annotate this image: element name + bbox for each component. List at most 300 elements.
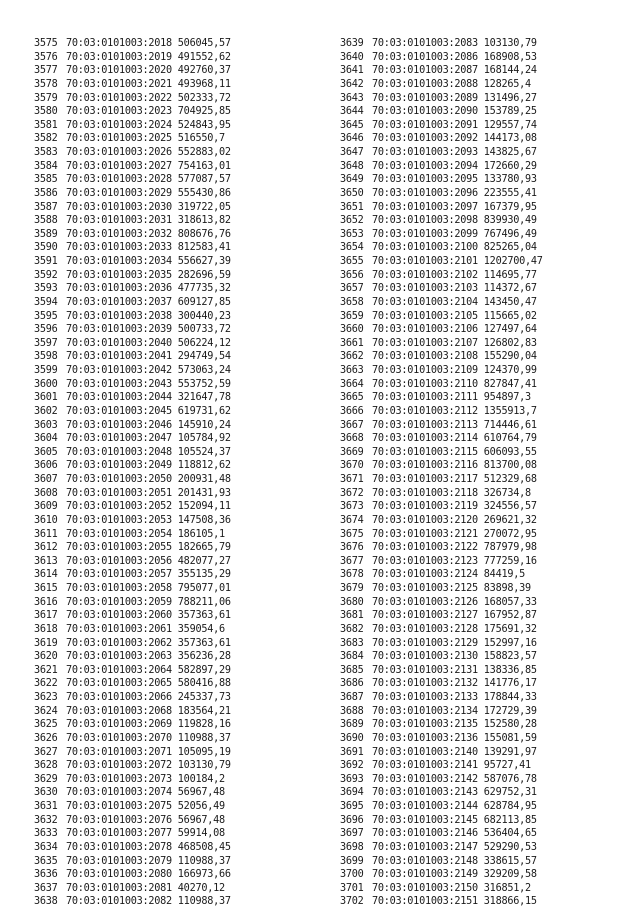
cadastral-value: 168908,53 [483, 51, 537, 63]
table-row [34, 310, 231, 324]
cadastral-number: 70:03:0101003:2096 [372, 187, 478, 199]
cadastral-number: 70:03:0101003:2062 [66, 637, 172, 649]
cadastral-number: 70:03:0101003:2033 [66, 242, 172, 254]
table-row [340, 473, 543, 487]
cadastral-number: 70:03:0101003:2050 [66, 474, 172, 485]
row-number: 3605 [34, 446, 58, 458]
cadastral-number: 70:03:0101003:2046 [66, 419, 172, 431]
row-number: 3575 [34, 38, 58, 49]
cadastral-value: 114372,67 [483, 283, 537, 295]
cadastral-value: 300440,23 [177, 310, 231, 322]
table-row [34, 51, 231, 65]
cadastral-value: 105784,92 [177, 433, 231, 445]
row-number: 3588 [34, 215, 58, 227]
cadastral-number: 70:03:0101003:2043 [66, 378, 172, 390]
row-number: 3687 [340, 692, 364, 703]
cadastral-number: 70:03:0101003:2040 [66, 337, 172, 349]
table-row [34, 146, 231, 160]
cadastral-number: 70:03:0101003:2149 [372, 869, 478, 881]
cadastral-number: 70:03:0101003:2035 [66, 269, 172, 281]
cadastral-value: 114695,77 [483, 269, 537, 281]
cadastral-number: 70:03:0101003:2074 [66, 787, 172, 799]
row-number: 3594 [34, 296, 58, 308]
row-number: 3691 [340, 746, 364, 758]
table-row [340, 337, 543, 351]
row-number: 3664 [340, 378, 364, 390]
cadastral-value: 556627,39 [177, 256, 231, 267]
cadastral-value: 812583,41 [177, 242, 231, 254]
row-number: 3611 [34, 528, 58, 540]
cadastral-value: 629752,31 [483, 787, 537, 799]
cadastral-value: 555430,86 [177, 187, 231, 199]
row-number: 3676 [340, 542, 364, 554]
row-number: 3700 [340, 869, 364, 881]
row-number: 3665 [340, 392, 364, 404]
row-number: 3644 [340, 106, 364, 118]
table-row [34, 746, 231, 760]
cadastral-number: 70:03:0101003:2047 [66, 433, 172, 445]
cadastral-value: 131496,27 [483, 92, 537, 104]
row-number: 3684 [340, 651, 364, 663]
cadastral-number: 70:03:0101003:2142 [372, 773, 478, 785]
row-number: 3679 [340, 583, 364, 594]
row-number: 3599 [34, 365, 58, 376]
cadastral-number: 70:03:0101003:2129 [372, 637, 478, 649]
table-row [34, 868, 231, 882]
cadastral-number: 70:03:0101003:2048 [66, 446, 172, 458]
cadastral-value: 143825,67 [483, 147, 537, 158]
row-number: 3625 [34, 719, 58, 731]
row-number: 3689 [340, 719, 364, 731]
table-row [34, 773, 231, 787]
cadastral-value: 329209,58 [483, 869, 537, 881]
cadastral-value: 788211,06 [177, 596, 231, 608]
cadastral-number: 70:03:0101003:2028 [66, 174, 172, 186]
cadastral-number: 70:03:0101003:2122 [372, 542, 478, 554]
cadastral-number: 70:03:0101003:2081 [66, 882, 172, 894]
row-number: 3641 [340, 65, 364, 77]
row-number: 3702 [340, 896, 364, 908]
row-number: 3650 [340, 187, 364, 199]
cadastral-value: 103130,79 [483, 38, 537, 49]
row-number: 3631 [34, 801, 58, 812]
cadastral-number: 70:03:0101003:2143 [372, 787, 478, 799]
row-number: 3692 [340, 760, 364, 772]
row-number: 3615 [34, 583, 58, 594]
table-row [34, 882, 231, 896]
cadastral-value: 186105,1 [177, 528, 225, 540]
row-number: 3690 [340, 732, 364, 744]
row-number: 3637 [34, 882, 58, 894]
row-number: 3577 [34, 65, 58, 77]
table-row [34, 855, 231, 869]
row-number: 3584 [34, 160, 58, 172]
table-row [340, 650, 543, 664]
cadastral-number: 70:03:0101003:2131 [372, 664, 478, 676]
cadastral-number: 70:03:0101003:2090 [372, 106, 478, 118]
cadastral-number: 70:03:0101003:2070 [66, 732, 172, 744]
table-row [340, 459, 543, 473]
cadastral-value: 808676,76 [177, 228, 231, 240]
row-number: 3612 [34, 542, 58, 554]
cadastral-value: 506045,57 [177, 38, 231, 49]
cadastral-number: 70:03:0101003:2151 [372, 896, 478, 908]
cadastral-value: 482077,27 [177, 555, 231, 567]
row-number: 3624 [34, 705, 58, 717]
cadastral-value: 127497,64 [483, 324, 537, 336]
cadastral-value: 158823,57 [483, 651, 537, 663]
table-row [340, 637, 543, 651]
cadastral-value: 168144,24 [483, 65, 537, 77]
cadastral-number: 70:03:0101003:2105 [372, 310, 478, 322]
cadastral-number: 70:03:0101003:2044 [66, 392, 172, 404]
left-column [34, 37, 231, 909]
row-number: 3587 [34, 201, 58, 213]
cadastral-number: 70:03:0101003:2132 [372, 678, 478, 690]
table-row [340, 187, 543, 201]
cadastral-number: 70:03:0101003:2063 [66, 651, 172, 663]
cadastral-number: 70:03:0101003:2114 [372, 433, 478, 445]
table-row [340, 500, 543, 514]
table-row [340, 119, 543, 133]
cadastral-number: 70:03:0101003:2108 [372, 351, 478, 363]
row-number: 3672 [340, 487, 364, 499]
row-number: 3607 [34, 474, 58, 485]
cadastral-number: 70:03:0101003:2112 [372, 405, 478, 417]
cadastral-number: 70:03:0101003:2095 [372, 174, 478, 186]
cadastral-number: 70:03:0101003:2110 [372, 378, 478, 390]
cadastral-number: 70:03:0101003:2098 [372, 215, 478, 227]
table-row [34, 228, 231, 242]
cadastral-number: 70:03:0101003:2126 [372, 596, 478, 608]
cadastral-value: 141776,17 [483, 678, 537, 690]
table-row [34, 827, 231, 841]
table-row [34, 391, 231, 405]
row-number: 3610 [34, 514, 58, 526]
table-row [34, 596, 231, 610]
table-row [34, 705, 231, 719]
table-row [340, 623, 543, 637]
cadastral-number: 70:03:0101003:2118 [372, 487, 478, 499]
row-number: 3627 [34, 746, 58, 758]
cadastral-number: 70:03:0101003:2099 [372, 228, 478, 240]
cadastral-value: 491552,62 [177, 51, 231, 63]
cadastral-value: 825265,04 [483, 242, 537, 254]
cadastral-number: 70:03:0101003:2102 [372, 269, 478, 281]
cadastral-value: 167952,87 [483, 610, 537, 622]
cadastral-value: 201431,93 [177, 487, 231, 499]
cadastral-number: 70:03:0101003:2029 [66, 187, 172, 199]
row-number: 3660 [340, 324, 364, 336]
table-row [340, 378, 543, 392]
cadastral-value: 270072,95 [483, 528, 537, 540]
row-number: 3667 [340, 419, 364, 431]
cadastral-value: 155081,59 [483, 732, 537, 744]
table-row [34, 677, 231, 691]
cadastral-number: 70:03:0101003:2107 [372, 337, 478, 349]
cadastral-number: 70:03:0101003:2045 [66, 405, 172, 417]
table-row [340, 827, 543, 841]
cadastral-number: 70:03:0101003:2116 [372, 460, 478, 472]
cadastral-value: 223555,41 [483, 187, 537, 199]
row-number: 3659 [340, 310, 364, 322]
cadastral-number: 70:03:0101003:2078 [66, 841, 172, 853]
cadastral-value: 536404,65 [483, 828, 537, 840]
cadastral-number: 70:03:0101003:2104 [372, 296, 478, 308]
row-number: 3657 [340, 283, 364, 295]
cadastral-value: 813700,08 [483, 460, 537, 472]
cadastral-value: 1202700,47 [483, 256, 543, 267]
row-number: 3589 [34, 228, 58, 240]
table-row [340, 800, 543, 814]
table-row [34, 718, 231, 732]
cadastral-number: 70:03:0101003:2113 [372, 419, 478, 431]
cadastral-number: 70:03:0101003:2147 [372, 841, 478, 853]
cadastral-number: 70:03:0101003:2069 [66, 719, 172, 731]
table-row [340, 446, 543, 460]
cadastral-value: 714446,61 [483, 419, 537, 431]
cadastral-number: 70:03:0101003:2097 [372, 201, 478, 213]
table-row [34, 160, 231, 174]
cadastral-value: 143450,47 [483, 296, 537, 308]
table-row [340, 514, 543, 528]
row-number: 3666 [340, 405, 364, 417]
cadastral-value: 319722,05 [177, 201, 231, 213]
cadastral-number: 70:03:0101003:2023 [66, 106, 172, 118]
table-row [34, 323, 231, 337]
row-number: 3654 [340, 242, 364, 254]
cadastral-number: 70:03:0101003:2034 [66, 256, 172, 267]
cadastral-value: 582897,29 [177, 664, 231, 676]
row-number: 3636 [34, 869, 58, 881]
cadastral-value: 103130,79 [177, 760, 231, 772]
table-row [34, 814, 231, 828]
cadastral-number: 70:03:0101003:2140 [372, 746, 478, 758]
cadastral-number: 70:03:0101003:2087 [372, 65, 478, 77]
cadastral-number: 70:03:0101003:2039 [66, 324, 172, 336]
cadastral-value: 152094,11 [177, 501, 231, 513]
row-number: 3670 [340, 460, 364, 472]
row-number: 3655 [340, 256, 364, 267]
cadastral-number: 70:03:0101003:2127 [372, 610, 478, 622]
table-row [340, 718, 543, 732]
cadastral-value: 282696,59 [177, 269, 231, 281]
row-number: 3652 [340, 215, 364, 227]
table-row [340, 568, 543, 582]
row-number: 3646 [340, 133, 364, 145]
cadastral-number: 70:03:0101003:2056 [66, 555, 172, 567]
cadastral-number: 70:03:0101003:2065 [66, 678, 172, 690]
table-row [34, 419, 231, 433]
cadastral-value: 147508,36 [177, 514, 231, 526]
row-number: 3673 [340, 501, 364, 513]
cadastral-value: 704925,85 [177, 106, 231, 118]
table-row [340, 773, 543, 787]
cadastral-value: 477735,32 [177, 283, 231, 295]
row-number: 3604 [34, 433, 58, 445]
row-number: 3606 [34, 460, 58, 472]
cadastral-number: 70:03:0101003:2076 [66, 814, 172, 826]
table-row [34, 732, 231, 746]
table-row [340, 868, 543, 882]
cadastral-number: 70:03:0101003:2089 [372, 92, 478, 104]
table-row [340, 405, 543, 419]
cadastral-value: 167379,95 [483, 201, 537, 213]
cadastral-number: 70:03:0101003:2075 [66, 801, 172, 812]
right-column [340, 37, 543, 909]
row-number: 3698 [340, 841, 364, 853]
cadastral-value: 105095,19 [177, 746, 231, 758]
cadastral-value: 338615,57 [483, 855, 537, 867]
cadastral-value: 619731,62 [177, 405, 231, 417]
row-number: 3613 [34, 555, 58, 567]
table-row [34, 282, 231, 296]
row-number: 3640 [340, 51, 364, 63]
cadastral-value: 124370,99 [483, 365, 537, 376]
cadastral-value: 269621,32 [483, 514, 537, 526]
table-row [34, 432, 231, 446]
table-row [340, 391, 543, 405]
cadastral-value: 128265,4 [483, 78, 531, 90]
row-number: 3593 [34, 283, 58, 295]
cadastral-value: 529290,53 [483, 841, 537, 853]
cadastral-value: 492760,37 [177, 65, 231, 77]
cadastral-value: 83898,39 [483, 583, 531, 594]
row-number: 3597 [34, 337, 58, 349]
cadastral-value: 40270,12 [177, 882, 225, 894]
row-number: 3686 [340, 678, 364, 690]
row-number: 3602 [34, 405, 58, 417]
cadastral-number: 70:03:0101003:2024 [66, 119, 172, 131]
cadastral-number: 70:03:0101003:2042 [66, 365, 172, 376]
cadastral-number: 70:03:0101003:2083 [372, 38, 478, 49]
row-number: 3651 [340, 201, 364, 213]
row-number: 3630 [34, 787, 58, 799]
row-number: 3632 [34, 814, 58, 826]
table-row [34, 92, 231, 106]
cadastral-number: 70:03:0101003:2092 [372, 133, 478, 145]
cadastral-number: 70:03:0101003:2111 [372, 392, 478, 404]
table-row [34, 759, 231, 773]
table-row [34, 786, 231, 800]
cadastral-value: 110988,37 [177, 732, 231, 744]
table-row [34, 459, 231, 473]
row-number: 3701 [340, 882, 364, 894]
table-row [340, 882, 543, 896]
row-number: 3648 [340, 160, 364, 172]
row-number: 3576 [34, 51, 58, 63]
cadastral-number: 70:03:0101003:2109 [372, 365, 478, 376]
row-number: 3586 [34, 187, 58, 199]
cadastral-number: 70:03:0101003:2052 [66, 501, 172, 513]
cadastral-number: 70:03:0101003:2148 [372, 855, 478, 867]
row-number: 3579 [34, 92, 58, 104]
cadastral-value: 178844,33 [483, 692, 537, 703]
table-row [34, 500, 231, 514]
row-number: 3580 [34, 106, 58, 118]
cadastral-value: 129557,74 [483, 119, 537, 131]
table-row [34, 487, 231, 501]
table-row [34, 664, 231, 678]
table-row [340, 64, 543, 78]
table-row [340, 105, 543, 119]
row-number: 3578 [34, 78, 58, 90]
table-row [340, 323, 543, 337]
table-row [340, 664, 543, 678]
row-number: 3608 [34, 487, 58, 499]
table-row [34, 378, 231, 392]
table-row [340, 841, 543, 855]
table-row [340, 296, 543, 310]
table-row [34, 337, 231, 351]
table-row [34, 201, 231, 215]
cadastral-number: 70:03:0101003:2031 [66, 215, 172, 227]
table-row [340, 146, 543, 160]
table-row [34, 119, 231, 133]
cadastral-value: 357363,61 [177, 637, 231, 649]
cadastral-value: 152997,16 [483, 637, 537, 649]
cadastral-number: 70:03:0101003:2068 [66, 705, 172, 717]
cadastral-value: 516550,7 [177, 133, 225, 145]
cadastral-value: 133780,93 [483, 174, 537, 186]
cadastral-number: 70:03:0101003:2106 [372, 324, 478, 336]
cadastral-value: 777259,16 [483, 555, 537, 567]
table-row [340, 677, 543, 691]
cadastral-value: 1355913,7 [483, 405, 537, 417]
cadastral-number: 70:03:0101003:2037 [66, 296, 172, 308]
row-number: 3688 [340, 705, 364, 717]
cadastral-number: 70:03:0101003:2053 [66, 514, 172, 526]
cadastral-value: 682113,85 [483, 814, 537, 826]
table-row [340, 691, 543, 705]
cadastral-value: 502333,72 [177, 92, 231, 104]
table-row [340, 555, 543, 569]
table-row [34, 78, 231, 92]
cadastral-value: 316851,2 [483, 882, 531, 894]
row-number: 3609 [34, 501, 58, 513]
table-row [340, 255, 543, 269]
cadastral-number: 70:03:0101003:2018 [66, 38, 172, 49]
table-row [340, 269, 543, 283]
cadastral-number: 70:03:0101003:2055 [66, 542, 172, 554]
cadastral-value: 628784,95 [483, 801, 537, 812]
table-row [340, 310, 543, 324]
row-number: 3598 [34, 351, 58, 363]
table-row [34, 841, 231, 855]
cadastral-number: 70:03:0101003:2032 [66, 228, 172, 240]
row-number: 3669 [340, 446, 364, 458]
cadastral-value: 954897,3 [483, 392, 531, 404]
table-row [34, 637, 231, 651]
cadastral-number: 70:03:0101003:2036 [66, 283, 172, 295]
row-number: 3675 [340, 528, 364, 540]
cadastral-value: 115665,02 [483, 310, 537, 322]
cadastral-number: 70:03:0101003:2146 [372, 828, 478, 840]
cadastral-value: 139291,97 [483, 746, 537, 758]
row-number: 3628 [34, 760, 58, 772]
table-row [34, 691, 231, 705]
cadastral-number: 70:03:0101003:2121 [372, 528, 478, 540]
table-row [34, 132, 231, 146]
row-number: 3694 [340, 787, 364, 799]
row-number: 3649 [340, 174, 364, 186]
row-number: 3699 [340, 855, 364, 867]
table-row [340, 786, 543, 800]
table-row [34, 350, 231, 364]
row-number: 3685 [340, 664, 364, 676]
cadastral-value: 119828,16 [177, 719, 231, 731]
cadastral-number: 70:03:0101003:2150 [372, 882, 478, 894]
